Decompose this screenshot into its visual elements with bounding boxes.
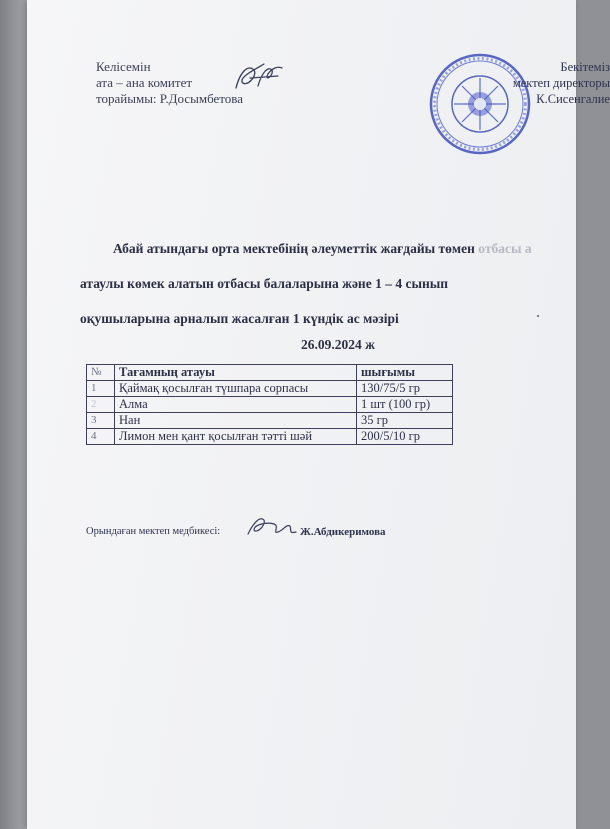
approval-block-right: [470, 59, 610, 107]
nurse-label: Орындаған мектеп медбикесі:: [86, 526, 221, 537]
background-edge: [0, 0, 27, 829]
approval-block-left: [96, 59, 243, 107]
table-row: [87, 397, 453, 413]
approval-right-line2: мектеп директоры: [512, 76, 610, 90]
header-yield: шығымы: [357, 365, 453, 381]
table-header-row: [87, 365, 453, 381]
approval-left-line1: Келісемін: [96, 59, 151, 74]
row-yield: 1 шт (100 гр): [357, 397, 453, 413]
approval-left-line3: торайымы: Р.Досымбетова: [96, 91, 244, 106]
approval-left-line2: ата – ана комитет: [96, 75, 193, 90]
row-dish: Лимон мен қант қосылған тәтті шәй: [115, 429, 357, 445]
row-dish: Нан: [115, 413, 357, 429]
row-number: 1: [87, 381, 115, 397]
table-row: [87, 429, 453, 445]
document-title: [80, 222, 600, 345]
title-line1-faded: отбасы а: [478, 240, 532, 256]
approval-right-line1: Бекітеміз: [560, 60, 610, 74]
title-line2: атаулы көмек алатын отбасы балаларына және 1 – 4 сынып: [80, 275, 449, 291]
approval-right-line3: К.Сисенгалие: [536, 92, 610, 106]
title-line1: Абай атындағы орта мектебінің әлеуметтік жағдайы төмен: [113, 240, 479, 256]
nurse-signature-block: [86, 526, 386, 538]
header-number: №: [87, 365, 115, 381]
row-number: 4: [87, 429, 115, 445]
row-yield: 35 гр: [357, 413, 453, 429]
table-row: [87, 381, 453, 397]
row-number: 2: [87, 397, 115, 413]
title-line3: оқушыларына арналып жасалған 1 күндік ас мәзірі: [80, 310, 399, 326]
row-yield: 130/75/5 гр: [357, 381, 453, 397]
nurse-name: Ж.Абдикеримова: [300, 526, 386, 538]
nurse-signature: [244, 512, 300, 542]
menu-date: 26.09.2024 ж: [301, 337, 375, 352]
committee-signature: [228, 58, 284, 98]
stray-mark: [537, 315, 539, 317]
row-yield: 200/5/10 гр: [357, 429, 453, 445]
row-dish: Алма: [115, 397, 357, 413]
row-number: 3: [87, 413, 115, 429]
menu-table: [86, 364, 453, 445]
header-dish-name: Тағамның атауы: [115, 365, 357, 381]
table-row: [87, 413, 453, 429]
row-dish: Қаймақ қосылған түшпара сорпасы: [115, 381, 357, 397]
